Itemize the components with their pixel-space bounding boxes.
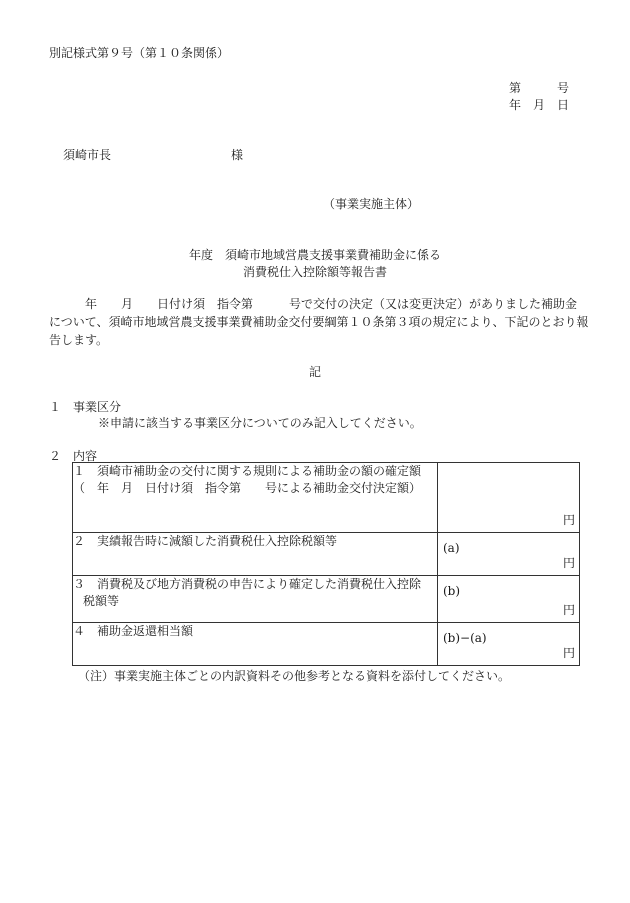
formula-tag: (b) <box>443 584 461 598</box>
amount-cell[interactable] <box>438 576 580 623</box>
table-footnote: （注）事業実施主体ごとの内訳資料その他参考となる資料を添付してください。 <box>78 669 511 683</box>
table-row <box>73 533 580 576</box>
amount-cell[interactable] <box>438 533 580 576</box>
table-row <box>73 623 580 666</box>
formula-tag: (b)−(a) <box>443 631 487 645</box>
body-paragraph: 年 月 日付け須 指令第 号で交付の決定（又は変更決定）がありました補助金について、須崎市地域営農支援事業費補助金交付要綱第１０条第３項の規定により、下記のとおり報告します。 <box>49 297 589 347</box>
content-table <box>72 462 580 666</box>
form-label: 別記様式第９号（第１０条関係） <box>49 46 230 60</box>
formula-tag: (a) <box>443 541 460 555</box>
report-title-line1: 年度 須崎市地域営農支援事業費補助金に係る <box>188 248 441 262</box>
document-date: 年 月 日 <box>509 98 570 112</box>
addressee: 須崎市長 様 <box>63 148 244 162</box>
yen-unit: 円 <box>562 603 575 617</box>
amount-cell[interactable] <box>438 463 580 533</box>
yen-unit: 円 <box>562 646 575 660</box>
row-description <box>73 533 438 576</box>
row-description <box>73 463 438 533</box>
document-number: 第 号 <box>509 81 570 95</box>
implementer-label: （事業実施主体） <box>323 197 420 211</box>
row-description <box>73 623 438 666</box>
yen-unit: 円 <box>562 556 575 570</box>
row-line: ３ 消費税及び地方消費税の申告により確定した消費税仕入控除 <box>73 577 422 591</box>
yen-unit: 円 <box>562 513 575 527</box>
report-title-line2: 消費税仕入控除額等報告書 <box>242 265 387 279</box>
ki-heading: 記 <box>308 365 321 379</box>
row-line: （ 年 月 日付け須 指令第 号による補助金交付決定額） <box>73 481 422 495</box>
row-line: ４ 補助金返還相当額 <box>73 624 194 638</box>
row-line: 税額等 <box>83 594 120 608</box>
amount-cell[interactable] <box>438 623 580 666</box>
table-row <box>73 576 580 623</box>
row-line: ２ 実績報告時に減額した消費税仕入控除税額等 <box>73 534 338 548</box>
section1-note: ※申請に該当する事業区分についてのみ記入してください。 <box>98 416 422 430</box>
section1-heading: １ 事業区分 <box>49 400 122 414</box>
table-row <box>73 463 580 533</box>
section2-heading: ２ 内容 <box>49 449 98 463</box>
row-line: １ 須崎市補助金の交付に関する規則による補助金の額の確定額 <box>73 464 422 478</box>
row-description <box>73 576 438 623</box>
